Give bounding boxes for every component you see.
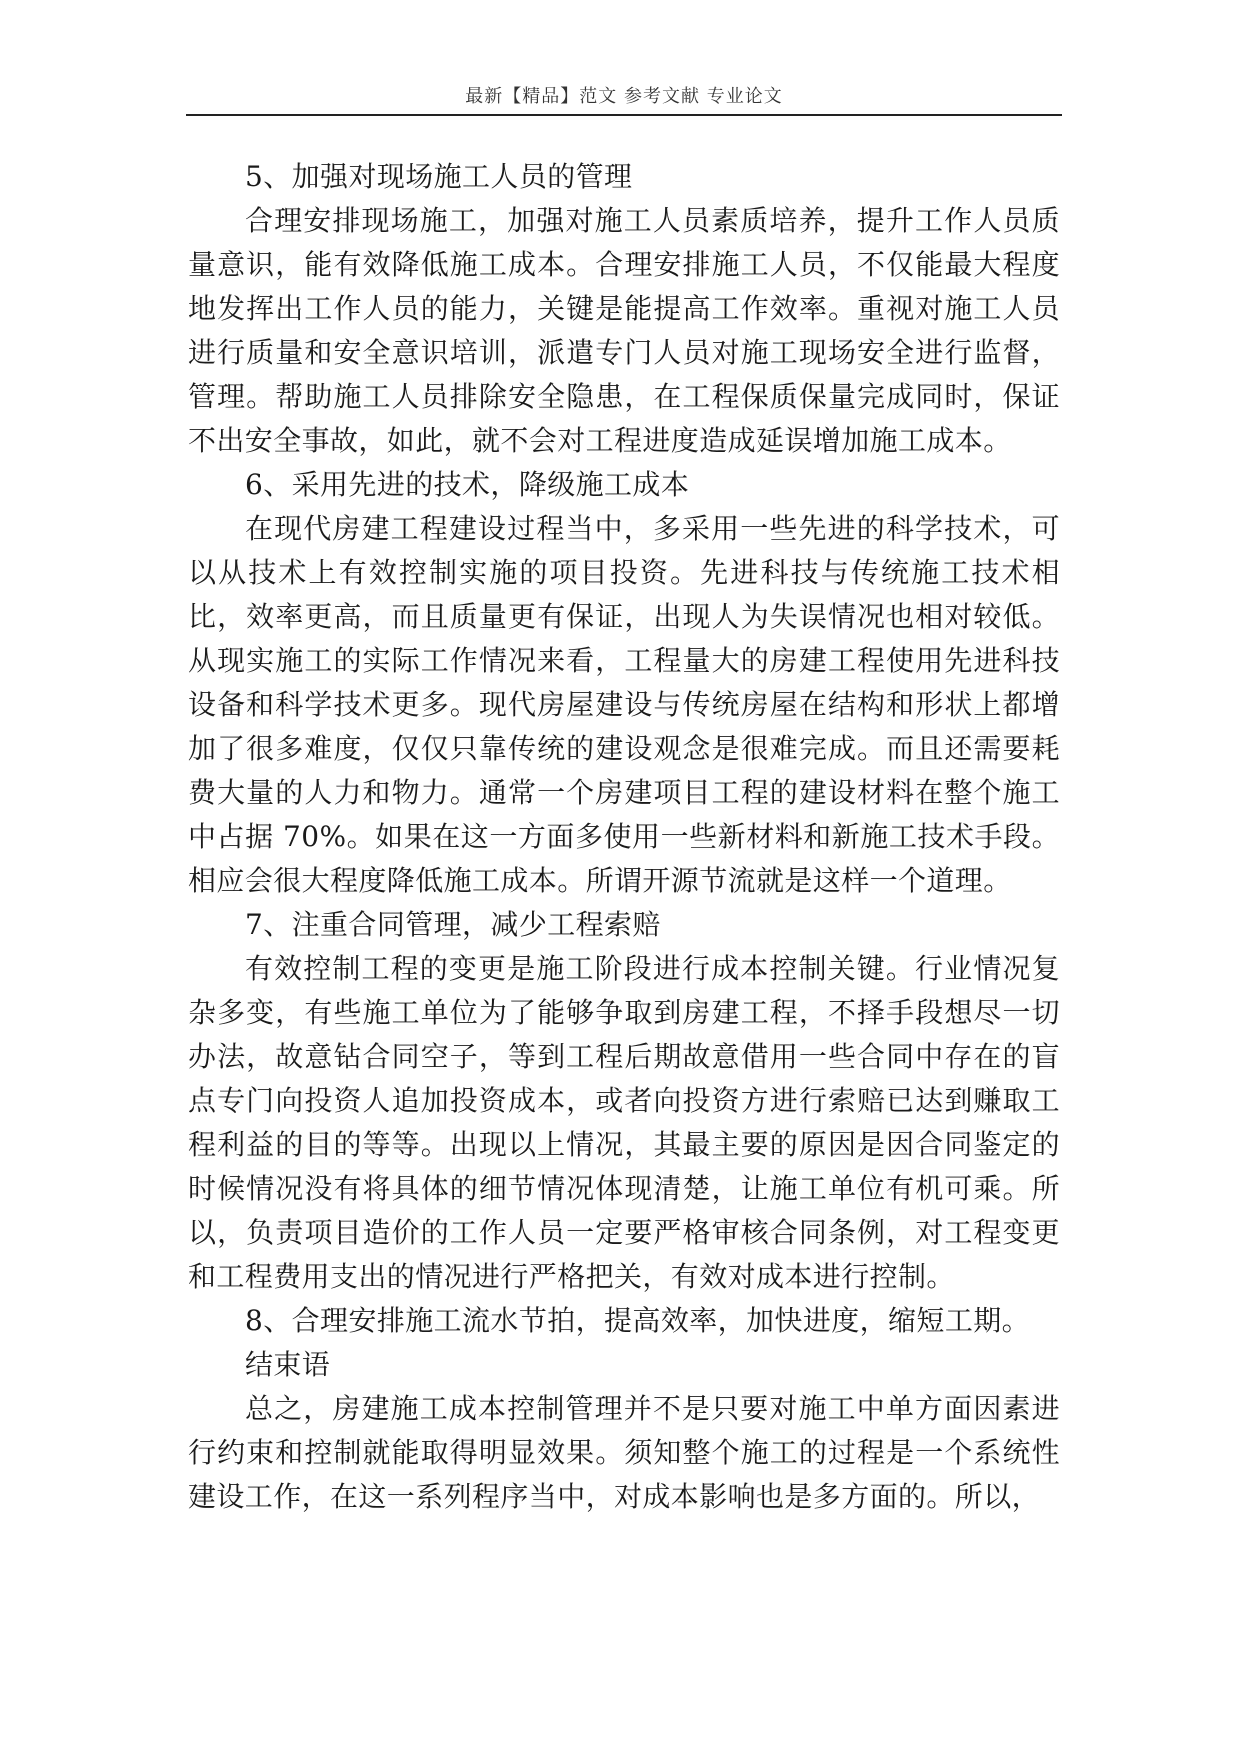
- paragraph-contract-management: 有效控制工程的变更是施工阶段进行成本控制关键。行业情况复杂多变，有些施工单位为了能够争取到房建工程，不择手段想尽一切办法，故意钻合同空子，等到工程后期故意借用一些合同中存在的盲点专门向投资人追加投资成本，或者向投资方进行索赔已达到赚取工程利益的目的等等。出现以上情况，其最主要的原因是因合同鉴定的时候情况没有将具体的细节情况体现清楚，让施工单位有机可乘。所以，负责项目造价的工作人员一定要严格审核合同条例，对工程变更和工程费用支出的情况进行严格把关，有效对成本进行控制。: [188, 952, 1060, 1293]
- paragraph-advanced-technology: 在现代房建工程建设过程当中，多采用一些先进的科学技术，可以从技术上有效控制实施的项目投资。先进科技与传统施工技术相比，效率更高，而且质量更有保证，出现人为失误情况也相对较低。从现实施工的实际工作情况来看，工程量大的房建工程使用先进科技设备和科学技术更多。现代房屋建设与传统房屋在结构和形状上都增加了很多难度，仅仅只靠传统的建设观念是很难完成。而且还需要耗费大量的人力和物力。通常一个房建项目工程的建设材料在整个施工中占据 70%。如果在这一方面多使用一些新材料和新施工技术手段。相应会很大程度降低施工成本。所谓开源节流就是这样一个道理。: [188, 512, 1060, 897]
- paragraph-conclusion: 总之，房建施工成本控制管理并不是只要对施工中单方面因素进行约束和控制就能取得明显效果。须知整个施工的过程是一个系统性建设工作，在这一系列程序当中，对成本影响也是多方面的。所以，: [188, 1392, 1060, 1513]
- section-heading-8: 8、合理安排施工流水节拍，提高效率，加快进度，缩短工期。: [245, 1304, 1031, 1337]
- section-heading-5: 5、加强对现场施工人员的管理: [245, 160, 633, 193]
- section-heading-6: 6、采用先进的技术，降级施工成本: [245, 468, 690, 501]
- paragraph-staff-management: 合理安排现场施工，加强对施工人员素质培养，提升工作人员质量意识，能有效降低施工成本。合理安排施工人员，不仅能最大程度地发挥出工作人员的能力，关键是能提高工作效率。重视对施工人员进行质量和安全意识培训，派遣专门人员对施工现场安全进行监督，管理。帮助施工人员排除安全隐患，在工程保质保量完成同时，保证不出安全事故，如此，就不会对工程进度造成延误增加施工成本。: [188, 204, 1060, 457]
- section-heading-7: 7、注重合同管理，减少工程索赔: [245, 908, 661, 941]
- conclusion-heading: 结束语: [245, 1348, 331, 1381]
- page-header: 最新【精品】范文 参考文献 专业论文: [186, 82, 1062, 116]
- document-body: [188, 155, 1060, 1519]
